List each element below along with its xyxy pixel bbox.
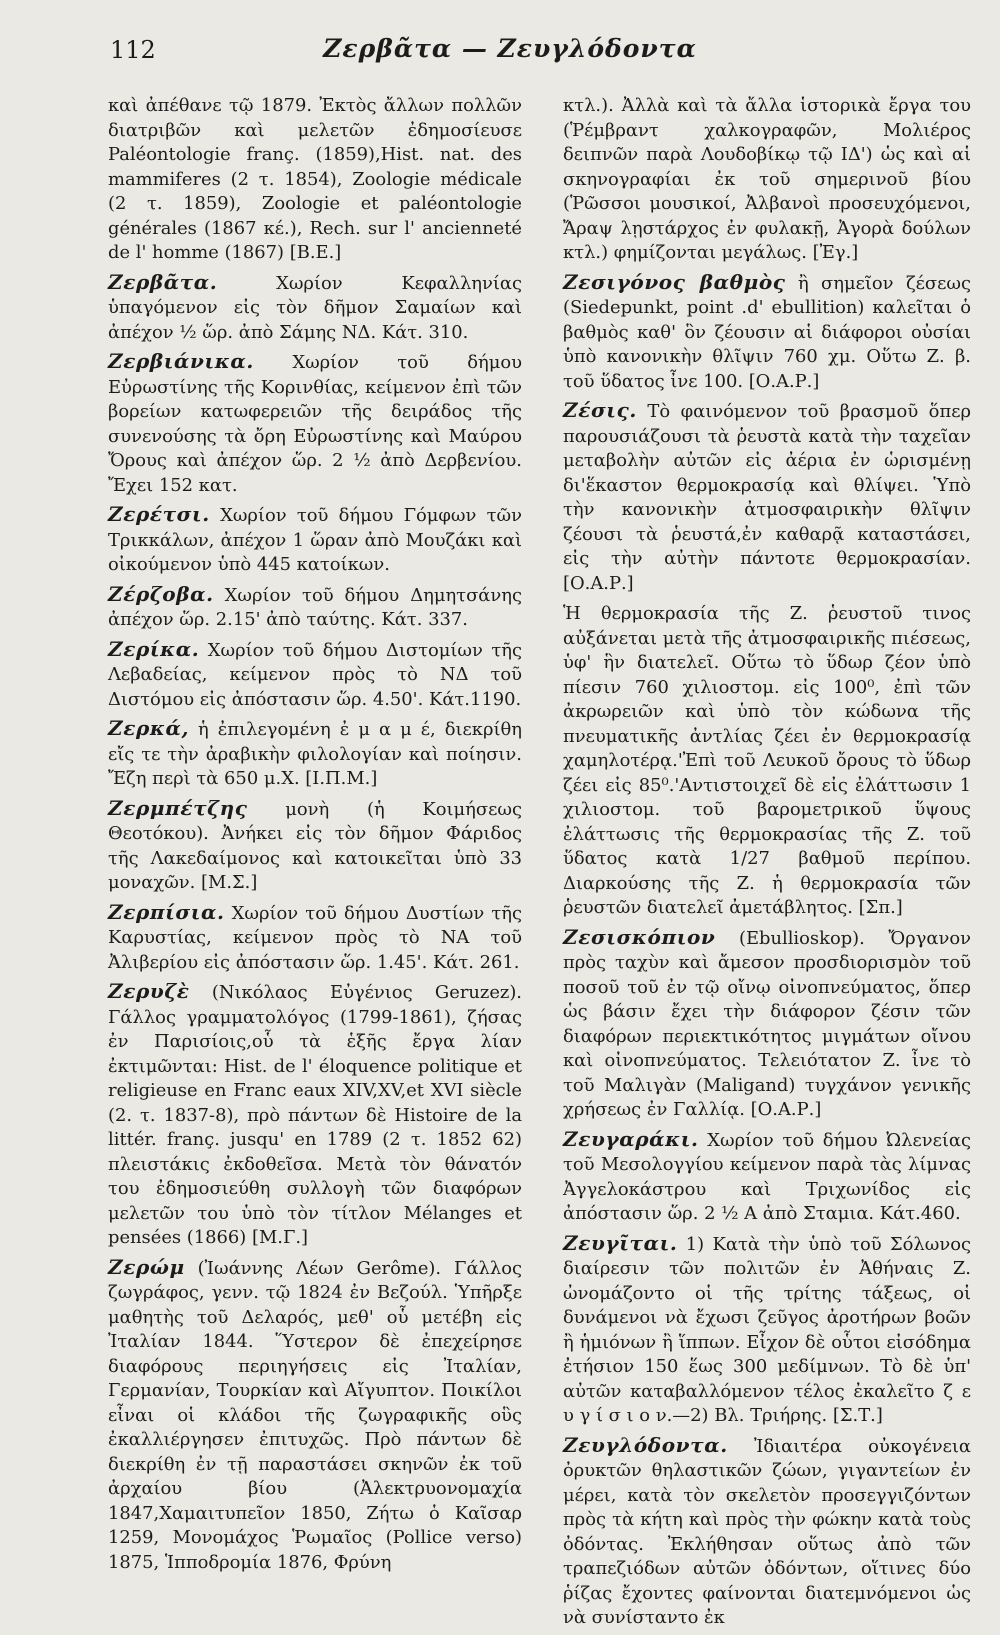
entry-headword: Ζευγαράκι. xyxy=(563,1126,699,1151)
continued-entry: καὶ ἀπέθανε τῷ 1879. Ἐκτὸς ἄλλων πολλῶν διατριβῶν καὶ μελετῶν ἐδημοσίευσε Paléontologie franç. (1859),Hist. nat. des mammiferes (2 τ. 1854), Zoologie médicale (2 τ. 1859), Zoologie et paléontologie générales (1867 κέ.), Rech. sur l' ancienneté de l' homme (1867) [Β.Ε.] xyxy=(108,95,522,263)
entry-headword: Ζευγῖται. xyxy=(563,1230,678,1255)
entry xyxy=(563,1433,971,1631)
entry-headword: Ζερώμ xyxy=(108,1254,185,1279)
entry-headword: Ζερυζὲ xyxy=(108,979,190,1003)
entry-headword: Ζέσις. xyxy=(563,398,637,422)
entry-text: Χωρίον τοῦ δήμου Δημητσάνης ἀπέχον ὥρ. 2.15' ἀπὸ ταύτης. Κάτ. 337. xyxy=(108,584,522,630)
running-head: Ζερβᾶτα — Ζευγλόδοντα xyxy=(323,34,697,63)
entry-headword: Ζεσιγόνος βαθμὸς xyxy=(563,269,786,294)
entry xyxy=(108,900,522,976)
entry xyxy=(108,582,522,633)
entry-text: 1) Κατὰ τὴν ὑπὸ τοῦ Σόλωνος διαίρεσιν τῶν πολιτῶν ἐν Ἀθήναις Ζ. ὠνομάζοντο οἱ τῆς τρίτης τάξεως, οἱ δυνάμενοι νὰ ἔχωσι ζεῦγος ἀροτήρων βοῶν ἢ ἡμιόνων ἢ ἵππων. Εἶχον δὲ οὗτοι εἰσόδημα ἐτήσιον 150 ἕως 300 μεδίμνων. Τὸ δὲ ὑπ' αὐτῶν καταβαλλόμενον τέλος ἐκαλεῖτο ζ ε υ γ ί σ ι ο ν.—2) Βλ. Τριήρης. [Σ.Τ.] xyxy=(563,1233,971,1426)
entry-headword: Ζερέτσι. xyxy=(108,502,210,526)
entry-text: μονὴ (ἡ Κοιμήσεως Θεοτόκου). Ἀνήκει εἰς τὸν δῆμον Φάριδος τῆς Λακεδαίμονος καὶ κατοικεῖται ὑπὸ 33 μοναχῶν. [Μ.Σ.] xyxy=(108,798,522,893)
entry-headword: Ζερίκα. xyxy=(108,636,200,661)
entry-headword: Ζερμπέτζης xyxy=(108,795,248,820)
entry-text: Χωρίον Κεφαλληνίας ὑπαγόμενον εἰς τὸν δῆμον Σαμαίων καὶ ἀπέχον ½ ὥρ. ἀπὸ Σάμης ΝΔ. Κάτ. 310. xyxy=(108,272,522,343)
entry-headword: Ζεσισκόπιον xyxy=(563,924,716,949)
page-header xyxy=(110,36,910,76)
entry-text: Χωρίον τοῦ δήμου Ὠλενείας τοῦ Μεσολογγίου κείμενον παρὰ τὰς λίμνας Ἀγγελοκάστρου καὶ Τριχωνίδος εἰς ἀπόστασιν ὥρ. 2 ½ Α ἀπὸ Σταμια. Κάτ.460. xyxy=(563,1129,971,1224)
entry-text: Τὸ φαινόμενον τοῦ βρασμοῦ ὅπερ παρουσιάζουσι τὰ ῥευστὰ κατὰ τὴν ταχεῖαν μεταβολὴν αὐτῶν εἰς ἀέρια ἐν ὡρισμένῃ δι'ἕκαστον θερμοκρασίᾳ καὶ θλίψει. Ὑπὸ τὴν κανονικὴν ἀτμοσφαιρικὴν θλῖψιν ζέουσι τὰ ῥευστά,ἐν καθαρᾷ καταστάσει, εἰς τὴν αὐτὴν πάντοτε θερμοκρασίαν. [Ο.Α.Ρ.] xyxy=(563,401,971,594)
entry xyxy=(563,270,971,395)
entry-text: (Ebullioskop). Ὄργανον πρὸς ταχὺν καὶ ἄμεσον προσδιορισμὸν τοῦ ποσοῦ τοῦ ἐν τῷ οἴνῳ οἰνοπνεύματος, ὅπερ ὡς βάσιν ἔχει τὴν διάφορον ζέσιν τῶν διαφόρων περιεκτικότητος μιγμάτων οἴνου καὶ οἰνοπνεύματος. Τελειότατον Ζ. ἶνε τὸ τοῦ Μαλιγὰν (Maligand) τυγχάνον γενικῆς χρήσεως ἐν Γαλλίᾳ. [Ο.Α.Ρ.] xyxy=(563,927,971,1120)
entry xyxy=(563,600,971,921)
entry-text: Χωρίον τοῦ δήμου Δυστίων τῆς Καρυστίας, κείμενον πρὸς τὸ ΝΑ τοῦ Ἀλιβερίου εἰς ἀπόστασιν ὥρ. 1.45'. Κάτ. 261. xyxy=(108,902,522,973)
entry-text: Ἡ θερμοκρασία τῆς Ζ. ῥευστοῦ τινος αὐξάνεται μετὰ τῆς ἀτμοσφαιρικῆς πιέσεως, ὑφ' ἣν διατελεῖ. Οὕτω τὸ ὕδωρ ζέον ὑπὸ πίεσιν 760 χιλιοστομ. εἰς 100⁰, ἐπὶ τῶν ἀκρωρειῶν καὶ ὑπὸ τὸν κώδωνα τῆς πνευματικῆς ἀντλίας ζέει ἐν θερμοκρασίᾳ χαμηλοτέρᾳ.'Ἐπὶ τοῦ Λευκοῦ ὄρους τὸ ὕδωρ ζέει εἰς 85⁰.'Αντιστοιχεῖ δὲ εἰς ἐλάττωσιν 1 χιλιοστομ. τοῦ βαρομετρικοῦ ὕψους ἐλάττωσις τῆς θερμοκρασίας τῆς Ζ. τοῦ ὕδατος κατὰ 1/27 βαθμοῦ περίπου. Διαρκούσης τῆς Ζ. ἡ θερμοκρασία τῶν ῥευστῶν διατελεῖ ἀμετάβλητος. [Σπ.] xyxy=(563,603,971,918)
right-column xyxy=(563,94,971,1635)
entry-text: (Νικόλαος Εὐγένιος Geruzez). Γάλλος γραμματολόγος (1799-1861), ζήσας ἐν Παρισίοις,οὗ τὰ ἑξῆς ἔργα λίαν ἐκτιμῶνται: Hist. de l' éloquence politique et religieuse en Franc eaux XIV,XV,et XVI siècle (2. τ. 1837-8), πρὸ πάντων δὲ Histoire de la littér. franç. jusqu' en 1789 (2 τ. 1852 62) πλειστάκις ἐκδοθεῖσα. Μετὰ τὸν θάνατόν του ἐδημοσιεύθη συλλογὴ τῶν διαφόρων μελετῶν του ὑπὸ τὸν τίτλον Mélanges et pensées (1866) [Μ.Γ.] xyxy=(108,982,522,1248)
entry-headword: Ζέρζοβα. xyxy=(108,581,214,606)
continued-entry: κτλ.). Ἀλλὰ καὶ τὰ ἄλλα ἱστορικὰ ἔργα του (Ῥέμβραντ χαλκογραφῶν, Μολιέρος δειπνῶν παρὰ Λουδοβίκῳ τῷ ΙΔ') ὡς καὶ αἱ σκηνογραφίαι ἐκ τοῦ σημερινοῦ βίου (Ῥῶσσοι μουσικοί, Ἀλβανοὶ προσευχόμενοι, Ἄραψ λῃστάρχος ἐν φυλακῇ, Ἀγορὰ δούλων κτλ.) φημίζονται μεγάλως. [Ἐγ.] xyxy=(563,95,971,263)
entry-text: ἢ σημεῖον ζέσεως (Siedepunkt, point .d' ebullition) καλεῖται ὁ βαθμὸς καθ' ὃν ζέουσιν αἱ διάφοροι οὐσίαι ὑπὸ κανονικὴν θλῖψιν 760 χμ. Οὕτω Ζ. β. τοῦ ὕδατος ἶνε 100. [Ο.Α.Ρ.] xyxy=(563,272,971,392)
entry xyxy=(108,796,522,896)
entry xyxy=(108,349,522,498)
entry xyxy=(563,398,971,596)
entry-text: (Ἰωάννης Λέων Gerôme). Γάλλος ζωγράφος, γενν. τῷ 1824 ἐν Βεζούλ. Ὑπῆρξε μαθητὴς τοῦ Δελαρός, μεθ' οὗ μετέβη εἰς Ἰταλίαν 1844. Ὕστερον δὲ ἐπεχείρησε διαφόρους περιηγήσεις εἰς Ἰταλίαν, Γερμανίαν, Τουρκίαν καὶ Αἴγυπτον. Ποικίλοι εἶναι οἱ κλάδοι τῆς ζωγραφικῆς οὓς ἐκαλλιέργησεν ἐπιτυχῶς. Πρὸ πάντων δὲ διεκρίθη ἐν τῇ παραστάσει σκηνῶν ἐκ τοῦ ἀρχαίου βίου (Ἀλεκτρυονομαχία 1847,Χαμαιτυπεῖον 1850, Ζήτω ὁ Καῖσαρ 1259, Μονομάχος Ῥωμαῖος (Pollice verso) 1875, Ἱπποδρομία 1876, Φρύνη xyxy=(108,1257,522,1573)
entry-text: Χωρίον τοῦ δήμου Διστομίων τῆς Λεβαδείας, κείμενον πρὸς τὸ ΝΔ τοῦ Διστόμου εἰς ἀπόστασιν ὥρ. 4.50'. Κάτ.1190. xyxy=(108,639,522,710)
entry-headword: Ζευγλόδοντα. xyxy=(563,1432,728,1457)
entry-headword: Ζερπίσια. xyxy=(108,899,225,924)
entry xyxy=(108,502,522,578)
entry xyxy=(108,270,522,346)
entry-headword: Ζερβιάνικα. xyxy=(108,349,254,373)
entry xyxy=(108,637,522,713)
entry-headword: Ζερβᾶτα. xyxy=(108,269,218,294)
entry xyxy=(108,716,522,792)
entry-text: Χωρίον τοῦ δήμου Εὐρωστίνης τῆς Κορινθίας, κείμενον ἐπὶ τῶν βορείων κατωφερειῶν τῆς δειράδος τῆς συνενούσης τὰ ὄρη Εὐρωστίνης καὶ Μαύρου Ὄρους καὶ ἀπέχον ὥρ. 2 ½ ἀπὸ Δερβενίου. Ἔχει 152 κατ. xyxy=(108,352,522,496)
entry-text: ἡ ἐπιλεγομένη ἐ μ α μ έ, διεκρίθη εἴς τε τὴν ἀραβικὴν φιλολογίαν καὶ ποίησιν. Ἔζη περὶ τὰ 650 μ.Χ. [Ι.Π.Μ.] xyxy=(108,719,522,789)
entry xyxy=(563,1231,971,1429)
entry-text: Ἰδιαιτέρα οὐκογένεια ὀρυκτῶν θηλαστικῶν ζώων, γιγαντείων ἐν μέρει, κατὰ τὸν σκελετὸν προσεγγιζόντων πρὸς τὰ κήτη καὶ πρὸς τὴν φώκην κατὰ τοὺς ὀδόντας. Ἐκλήθησαν οὕτως ἀπὸ τῶν τραπεζιόδων αὐτῶν ὀδόντων, οἵτινες δύο ῥίζας ἔχοντες φαίνονται διατεμνόμενοι ὡς νὰ συνίσταντο ἐκ xyxy=(563,1435,971,1628)
entry-headword: Ζερκά, xyxy=(108,716,190,740)
entry xyxy=(108,1255,522,1576)
entry xyxy=(563,925,971,1123)
entry xyxy=(563,1127,971,1227)
left-column xyxy=(108,94,522,1579)
page-number: 112 xyxy=(110,36,156,64)
entry xyxy=(108,979,522,1251)
entry-text: Χωρίον τοῦ δήμου Γόμφων τῶν Τρικκάλων, ἀπέχον 1 ὥραν ἀπὸ Μουζάκι καὶ οἰκούμενον ὑπὸ 445 κατοίκων. xyxy=(108,505,522,575)
